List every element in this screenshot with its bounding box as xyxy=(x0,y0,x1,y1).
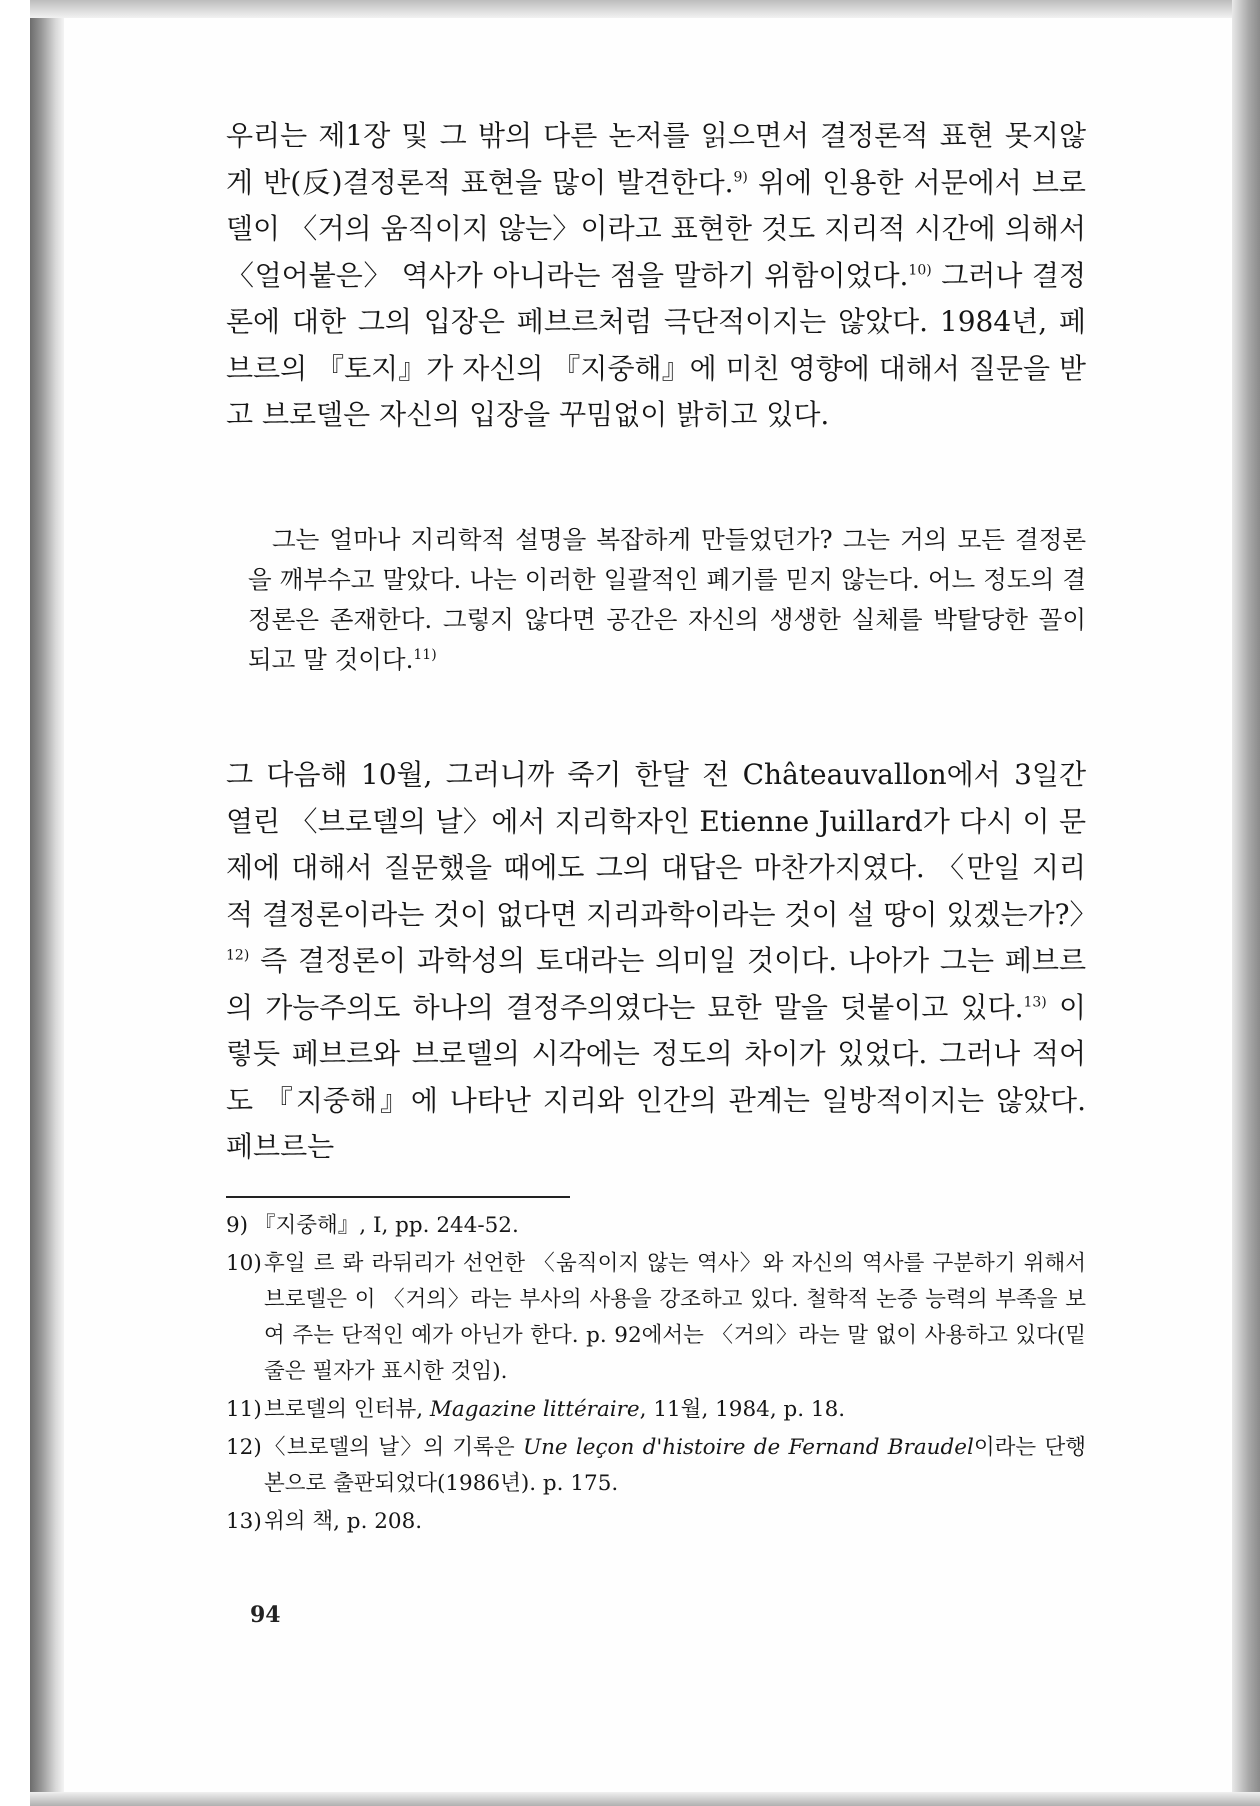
footnote-10 xyxy=(226,1246,1086,1390)
footnote-number: 10) xyxy=(226,1251,262,1276)
footnote-number: 9) xyxy=(226,1213,249,1238)
body-paragraph-1 xyxy=(226,113,1086,439)
footnote-ref-9[interactable]: 9) xyxy=(733,169,748,186)
paragraph-text-part: 즉 결정론이 과학성의 토대라는 의미일 것이다. 나아가 그는 페브르의 가능주의도 하나의 결정주의였다는 묘한 말을 덧붙이고 있다. xyxy=(226,944,1086,1024)
footnote-text-part: 〈브로델의 날〉의 기록은 xyxy=(264,1435,523,1460)
footnote-text: 후일 르 롸 라뒤리가 선언한 〈움직이지 않는 역사〉와 자신의 역사를 구분하기 위해서 브로델은 이 〈거의〉라는 부사의 사용을 강조하고 있다. 철학적 논증 능력의 부족을 보여 주는 단적인 예가 아닌가 한다. p. 92에서는 〈거의〉라는 말 없이 사용하고 있다(밑줄은 필자가 표시한 것임). xyxy=(264,1251,1086,1384)
quote-text xyxy=(226,520,1086,680)
footnote-text-part: 브로델의 인터뷰, xyxy=(264,1397,430,1422)
footnote-ref-13[interactable]: 13) xyxy=(1023,994,1047,1011)
page-top-edge xyxy=(30,0,1252,18)
paragraph-text xyxy=(226,113,1086,439)
footnote-text-part: 이라는 단행본으로 출판되었다(1986년). p. 175. xyxy=(264,1435,1086,1496)
paragraph-text-part: 우리는 제1장 및 그 밖의 다른 논저를 읽으면서 결정론적 표현 못지않게 반(反)결정론적 표현을 많이 발견한다. xyxy=(226,119,1086,199)
quote-text-body: 그는 얼마나 지리학적 설명을 복잡하게 만들었던가? 그는 거의 모든 결정론을 깨부수고 말았다. 나는 이러한 일괄적인 폐기를 믿지 않는다. 어느 정도의 결정론은 존재한다. 그렇지 않다면 공간은 자신의 생생한 실체를 박탈당한 꼴이 되고 말 것이다. xyxy=(248,525,1086,674)
footnote-number: 11) xyxy=(226,1397,262,1422)
page-bottom-edge xyxy=(30,1792,1260,1806)
book-spine-shadow xyxy=(30,0,64,1806)
footnote-ref-10[interactable]: 10) xyxy=(908,262,932,279)
block-quote xyxy=(226,520,1086,680)
page-number: 94 xyxy=(250,1602,281,1628)
footnote-text xyxy=(264,1430,1086,1502)
footnote-ref-12[interactable]: 12) xyxy=(226,947,250,964)
footnote-italic-title: Une leçon d'histoire de Fernand Braudel xyxy=(522,1435,974,1460)
footnote-9 xyxy=(226,1208,1086,1244)
body-paragraph-2 xyxy=(226,752,1098,1171)
footnote-text-part: , 11월, 1984, p. 18. xyxy=(639,1397,846,1422)
footnote-text xyxy=(264,1392,1086,1428)
paragraph-text-part: 그러나 결정론에 대한 그의 입장은 페브르처럼 극단적이지는 않았다. 1984년, 페브르의 『토지』가 자신의 『지중해』에 미친 영향에 대해서 질문을 받고 브로델은 자신의 입장을 꾸밈없이 밝히고 있다. xyxy=(226,258,1086,431)
footnotes-section xyxy=(226,1208,1086,1542)
footnote-divider xyxy=(226,1196,570,1198)
paragraph-text-part: 이렇듯 페브르와 브로델의 시각에는 정도의 차이가 있었다. 그러나 적어도 『지중해』에 나타난 지리와 인간의 관계는 일방적이지는 않았다. 페브르는 xyxy=(226,990,1086,1163)
footnote-13 xyxy=(226,1504,1086,1540)
page-right-edge xyxy=(1232,0,1260,1806)
footnote-11 xyxy=(226,1392,1086,1428)
footnote-italic-title: Magazine littéraire xyxy=(429,1397,640,1422)
footnote-12 xyxy=(226,1430,1086,1502)
footnote-text: 『지중해』, Ⅰ, pp. 244-52. xyxy=(254,1213,519,1238)
footnote-number: 12) xyxy=(226,1435,262,1460)
footnote-number: 13) xyxy=(226,1509,262,1534)
footnote-text: 위의 책, p. 208. xyxy=(264,1509,423,1534)
footnote-ref-11[interactable]: 11) xyxy=(413,646,437,663)
paragraph-text-part: 그 다음해 10월, 그러니까 죽기 한달 전 Châteauvallon에서 3일간 열린 〈브로델의 날〉에서 지리학자인 Etienne Juillard가 다시 이 문제에 대해서 질문했을 때에도 그의 대답은 마찬가지였다. 〈만일 지리적 결정론이라는 것이 없다면 지리과학이라는 것이 설 땅이 있겠는가?〉 xyxy=(226,758,1098,931)
paragraph-text-part: 위에 인용한 서문에서 브로델이 〈거의 움직이지 않는〉이라고 표현한 것도 지리적 시간에 의해서 〈얼어붙은〉 역사가 아니라는 점을 말하기 위함이었다. xyxy=(226,165,1086,292)
paragraph-text xyxy=(226,752,1098,1171)
